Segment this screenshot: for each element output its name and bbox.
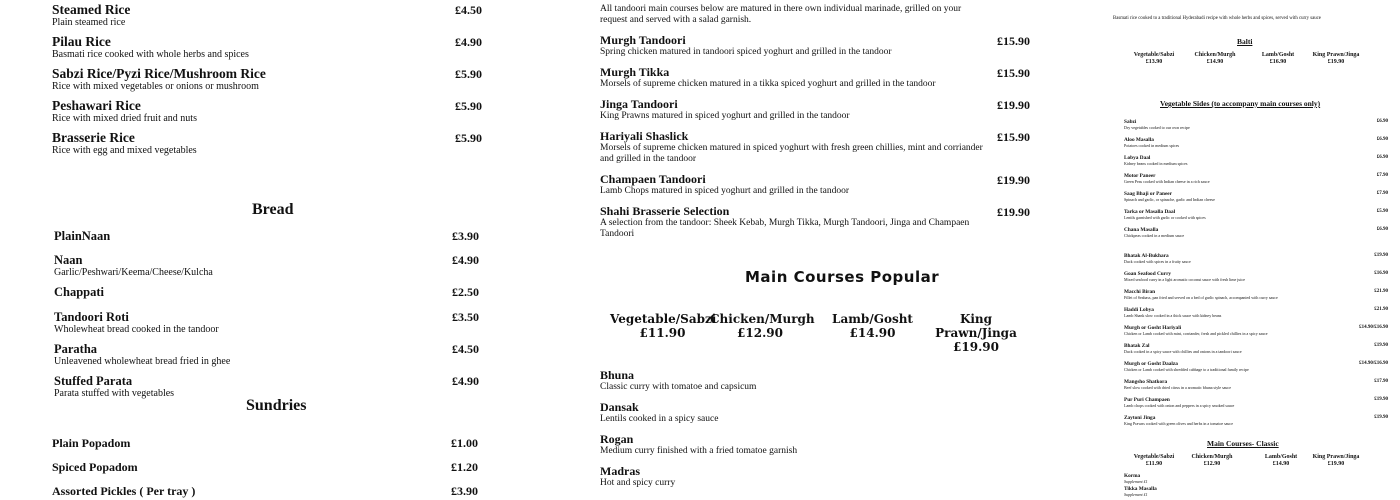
menu-item <box>1124 325 1388 336</box>
item-name: Bhatak Al-Bukhara <box>1124 253 1169 259</box>
tandoori-and-mains-column <box>600 0 1030 500</box>
menu-item <box>1124 119 1388 130</box>
item-price: £19.90 <box>997 98 1030 112</box>
menu-item <box>600 173 1030 197</box>
item-desc: Lentils garnished with garlic or cooked with spices <box>1124 215 1206 220</box>
menu-item <box>52 436 478 451</box>
item-desc: Lamb chops cooked with onion and peppers in a spicy smoked sauce <box>1124 403 1235 408</box>
item-desc: Garlic/Peshwari/Keema/Cheese/Kulcha <box>54 267 213 278</box>
item-desc: Lentils cooked in a spicy sauce <box>600 414 719 424</box>
price-column-label: Lamb/Gosht <box>832 312 913 326</box>
item-desc: Beef slow cooked with dried citrus in a aromatic bhuna style sauce <box>1124 385 1231 390</box>
item-name: Murgh Tikka <box>600 65 670 79</box>
item-price: £4.90 <box>455 35 482 49</box>
price-column-price: £11.90 <box>639 326 686 340</box>
item-name: Shahi Brasserie Selection <box>600 204 730 218</box>
menu-item <box>52 3 482 28</box>
item-desc: Rice with egg and mixed vegetables <box>52 145 197 156</box>
item-name: Naan <box>54 253 83 267</box>
item-name: Spiced Popadom <box>52 460 138 474</box>
item-name: Sabzi <box>1124 119 1137 125</box>
menu-item <box>1124 289 1388 300</box>
price-column <box>1302 52 1370 66</box>
section-heading-veg-sides: Vegetable Sides (to accompany main courses only) <box>1160 99 1321 108</box>
item-desc: Chicken or Lamb cooked with mint, corriander, fresh and pickled chillies in a spicy sauce <box>1124 331 1268 336</box>
item-name: Murgh or Gosht Hariyali <box>1124 325 1182 331</box>
item-price: £5.90 <box>455 67 482 81</box>
item-desc: Spinach and garlic, or spinache, garlic and Indian cheese <box>1124 197 1215 202</box>
menu-item <box>600 130 1030 165</box>
price-column-price: £14.90 <box>1272 461 1290 467</box>
item-desc: Basmati rice cooked with whole herbs and spices <box>52 49 249 60</box>
item-desc: Parata stuffed with vegetables <box>54 388 175 399</box>
item-name: Saag Bhaji or Paneer <box>1124 191 1173 197</box>
item-name: Pilau Rice <box>52 34 111 49</box>
item-name: Tikka Masalla <box>1124 486 1157 492</box>
item-price: £19.90 <box>997 205 1030 219</box>
menu-item <box>54 285 479 299</box>
menu-item <box>600 205 1030 240</box>
item-price: £3.90 <box>451 484 478 498</box>
item-name: Peshawari Rice <box>52 98 141 113</box>
item-price: £1.20 <box>451 460 478 474</box>
item-desc: Dry vegetables cooked to our own recipe <box>1124 125 1190 130</box>
item-price: £19.90 <box>1374 253 1388 258</box>
menu-item <box>54 253 479 278</box>
menu-item <box>1124 473 1388 484</box>
item-name: Jinga Tandoori <box>600 97 678 111</box>
menu-item <box>1124 173 1388 184</box>
item-price: £4.50 <box>452 342 479 356</box>
price-column <box>610 312 715 340</box>
item-desc: Rice with mixed vegetables or onions or mushroom <box>52 81 259 92</box>
item-desc: Green Peas cooked with Indian cheese in a rich sauce <box>1124 179 1210 184</box>
item-name: Hariyali Shaslick <box>600 129 689 143</box>
price-column-price: £19.90 <box>1327 59 1345 65</box>
item-price: £4.50 <box>455 3 482 17</box>
item-price: £6.90 <box>1376 137 1388 142</box>
menu-item <box>52 460 478 475</box>
item-name: Rogan <box>600 432 634 446</box>
item-price: £19.90 <box>1374 415 1388 420</box>
price-column <box>1248 52 1308 66</box>
item-price: £17.90 <box>1374 379 1388 384</box>
menu-item <box>600 34 1030 58</box>
menu-item <box>600 369 1030 393</box>
menu-item <box>54 229 479 243</box>
item-desc: Supplement £1 <box>1124 492 1148 497</box>
item-desc: Medium curry finished with a fried tomatoe garnish <box>600 446 798 456</box>
menu-item <box>1124 191 1388 202</box>
menu-item <box>52 99 482 124</box>
price-column-label: Vegetable/Sabzi <box>1133 52 1175 58</box>
item-price: £3.90 <box>452 229 479 243</box>
item-desc: Plain steamed rice <box>52 17 126 28</box>
item-name: Zaytoni Jinga <box>1124 415 1156 421</box>
item-price: £19.90 <box>1374 397 1388 402</box>
item-price: £15.90 <box>997 130 1030 144</box>
section-heading-sundries: Sundries <box>246 397 307 414</box>
price-column <box>710 312 815 340</box>
item-desc: Kidney beans cooked in medium spices <box>1124 161 1188 166</box>
item-desc: Fillet of Seabass, pan fried and served on a bed of garlic spinach, accompanied with curry sauce <box>1124 295 1278 300</box>
item-name: Bhuna <box>600 368 635 382</box>
item-desc: King Prawns cooked with green olives and herbs in a tomatoe sauce <box>1124 421 1233 426</box>
menu-item <box>1124 155 1388 166</box>
item-desc: Morsels of supreme chicken matured in spiced yoghurt with fresh green chillies, mint and corriander and grilled in the tandoor <box>600 143 983 164</box>
price-column <box>1182 454 1242 468</box>
price-column <box>1124 454 1184 468</box>
price-column-label: Chicken/Murgh <box>1194 52 1236 58</box>
item-price: £15.90 <box>997 34 1030 48</box>
price-column-price: £19.90 <box>1327 461 1345 467</box>
item-price: £19.90 <box>997 173 1030 187</box>
menu-item <box>54 342 479 367</box>
item-name: Motor Paneer <box>1124 173 1156 179</box>
item-desc: Potatoes cooked in medium spices <box>1124 143 1180 148</box>
price-column-label: Chicken/Murgh <box>1191 454 1233 460</box>
item-desc: Lamb Chops matured in spiced yoghurt and grilled in the tandoor <box>600 186 850 196</box>
price-column-price: £13.90 <box>1145 59 1163 65</box>
menu-item <box>1124 361 1388 372</box>
rice-bread-sundries-column <box>0 0 500 500</box>
item-name: Murgh Tandoori <box>600 33 686 47</box>
item-price: £14.90/£16.90 <box>1359 325 1388 330</box>
item-name: Murgh or Gosht Daalza <box>1124 361 1178 367</box>
item-price: £7.90 <box>1376 173 1388 178</box>
item-price: £16.90 <box>1374 271 1388 276</box>
item-name: Goan Seafood Curry <box>1124 271 1172 277</box>
price-column-label: Lamb/Gosht <box>1261 52 1295 58</box>
item-name: Brasserie Rice <box>52 130 135 145</box>
item-price: £5.90 <box>455 131 482 145</box>
item-desc: Classic curry with tomatoe and capsicum <box>600 382 757 392</box>
price-column-label: King Prawn/Jinga <box>1312 52 1360 58</box>
item-name: Dansak <box>600 400 639 414</box>
item-name: Lobya Daal <box>1124 155 1151 161</box>
item-name: Macchi Biran <box>1124 289 1156 295</box>
menu-item <box>1124 307 1388 318</box>
menu-item <box>600 401 1030 425</box>
item-price: £19.90 <box>1374 343 1388 348</box>
price-column-price: £14.90 <box>1206 59 1224 65</box>
item-desc: Supplement £1 <box>1124 479 1148 484</box>
menu-item <box>52 35 482 60</box>
menu-item <box>1124 227 1388 238</box>
item-name: Plain Popadom <box>52 436 131 450</box>
item-name: Aloo Masalla <box>1124 137 1154 143</box>
menu-item <box>1124 253 1388 264</box>
price-column <box>1302 454 1370 468</box>
item-price: £5.90 <box>1376 209 1388 214</box>
section-heading-classic: Main Courses- Classic <box>1207 439 1279 448</box>
price-column <box>922 312 1030 354</box>
item-price: £21.90 <box>1374 289 1388 294</box>
item-name: Mangsho Shatkora <box>1124 379 1168 385</box>
price-column <box>1124 52 1184 66</box>
price-column-price: £12.90 <box>1203 461 1221 467</box>
item-name: PlainNaan <box>54 229 111 243</box>
price-column <box>825 312 920 340</box>
item-name: Steamed Rice <box>52 2 131 17</box>
price-column-price: £16.90 <box>1269 59 1287 65</box>
item-name: Champaen Tandoori <box>600 172 706 186</box>
section-heading-bread: Bread <box>252 201 294 218</box>
item-desc: Mixed seafood curry in a light aromatic coconut sauce with fresh lime juice <box>1124 277 1246 282</box>
menu-item <box>1124 209 1388 220</box>
price-column-price: £12.90 <box>737 326 783 340</box>
item-desc: Chicken or Lamb cooked with shredded cabbage to a traditional family recipe <box>1124 367 1249 372</box>
price-column-price: £11.90 <box>1145 461 1163 467</box>
item-desc: Duck cooked in a spicy sauce with chillies and onions in a tandoori sauce <box>1124 349 1242 354</box>
section-heading-balti: Balti <box>1237 37 1253 46</box>
menu-item <box>600 66 1030 90</box>
price-column-label: Chicken/Murgh <box>710 312 815 326</box>
item-price: £21.90 <box>1374 307 1388 312</box>
item-desc: King Prawns matured in spiced yoghurt and grilled in the tandoor <box>600 111 850 121</box>
item-desc: Chickpeas cooked in a medium sauce <box>1124 233 1185 238</box>
item-price: £6.90 <box>1376 119 1388 124</box>
menu-item <box>1124 137 1388 148</box>
menu-item <box>54 374 479 399</box>
menu-item <box>1124 397 1388 408</box>
item-price: £5.90 <box>455 99 482 113</box>
item-desc: Spring chicken matured in tandoori spiced yoghurt and grilled in the tandoor <box>600 47 892 57</box>
item-desc: Duck cooked with spices in a fruity sauce <box>1124 259 1191 264</box>
price-column-label: King Prawn/Jinga <box>935 312 1017 340</box>
menu-item <box>52 131 482 156</box>
item-desc: Wholewheat bread cooked in the tandoor <box>54 324 219 335</box>
item-desc: Morsels of supreme chicken matured in a tikka spiced yoghurt and grilled in the tandoor <box>600 79 936 89</box>
price-column <box>1185 52 1245 66</box>
price-column-label: Vegetable/Sabzi <box>610 312 717 326</box>
biryani-intro: Basmati rice cooked to a traditional Hyderabadi recipe with whole herbs and spices, served with curry sauce <box>1113 16 1321 21</box>
menu-item <box>1124 379 1388 390</box>
item-name: Madras <box>600 464 640 478</box>
item-name: Tandoori Roti <box>54 310 129 324</box>
item-desc: A selection from the tandoor: Sheek Kebab, Murgh Tikka, Murgh Tandoori, Jinga and Champaen Tandoori <box>600 218 970 239</box>
item-name: Stuffed Parata <box>54 374 133 388</box>
item-name: Haddi Lobya <box>1124 307 1154 313</box>
item-price: £4.90 <box>452 374 479 388</box>
price-column-label: Lamb/Gosht <box>1264 454 1298 460</box>
item-price: £2.50 <box>452 285 479 299</box>
item-price: £7.90 <box>1376 191 1388 196</box>
price-column-label: King Prawn/Jinga <box>1312 454 1360 460</box>
menu-item <box>600 465 1030 489</box>
menu-item <box>1124 415 1388 426</box>
menu-item <box>1124 343 1388 354</box>
item-desc: Rice with mixed dried fruit and nuts <box>52 113 197 124</box>
menu-item <box>54 310 479 335</box>
item-price: £4.90 <box>452 253 479 267</box>
item-price: £1.00 <box>451 436 478 450</box>
section-heading-main-popular: Main Courses Popular <box>745 268 940 286</box>
price-column-price: £19.90 <box>953 340 999 354</box>
menu-item <box>1124 271 1388 282</box>
item-price: £6.90 <box>1376 155 1388 160</box>
item-price: £6.90 <box>1376 227 1388 232</box>
item-name: Assorted Pickles ( Per tray ) <box>52 484 196 498</box>
menu-item <box>600 433 1030 457</box>
item-name: Chappati <box>54 285 105 299</box>
menu-item <box>52 67 482 92</box>
menu-item <box>1124 486 1388 497</box>
item-name: Chana Masalla <box>1124 227 1159 233</box>
menu-item <box>52 484 478 499</box>
item-price: £3.50 <box>452 310 479 324</box>
price-column-label: Vegetable/Sabzi <box>1133 454 1175 460</box>
item-name: Korma <box>1124 473 1141 479</box>
item-desc: Lamb Shank slow cooked in a thick sauce with kidney beans <box>1124 313 1222 318</box>
item-name: Bhatak Zal <box>1124 343 1150 349</box>
price-column-price: £14.90 <box>849 326 896 340</box>
item-price: £14.90/£16.90 <box>1359 361 1388 366</box>
item-name: Sabzi Rice/Pyzi Rice/Mushroom Rice <box>52 66 266 81</box>
item-desc: Hot and spicy curry <box>600 478 676 488</box>
item-name: Pur Puri Champaen <box>1124 397 1170 403</box>
item-name: Tarka or Masalla Daal <box>1124 209 1176 215</box>
tandoori-intro: All tandoori main courses below are matured in there own individual marinade, grilled on your request and served with a salad garnish. <box>600 4 962 25</box>
menu-item <box>600 98 1030 122</box>
item-name: Paratha <box>54 342 98 356</box>
item-desc: Unleavened wholewheat bread fried in ghee <box>54 356 231 367</box>
balti-sides-specials-column <box>1110 0 1400 500</box>
item-price: £15.90 <box>997 66 1030 80</box>
